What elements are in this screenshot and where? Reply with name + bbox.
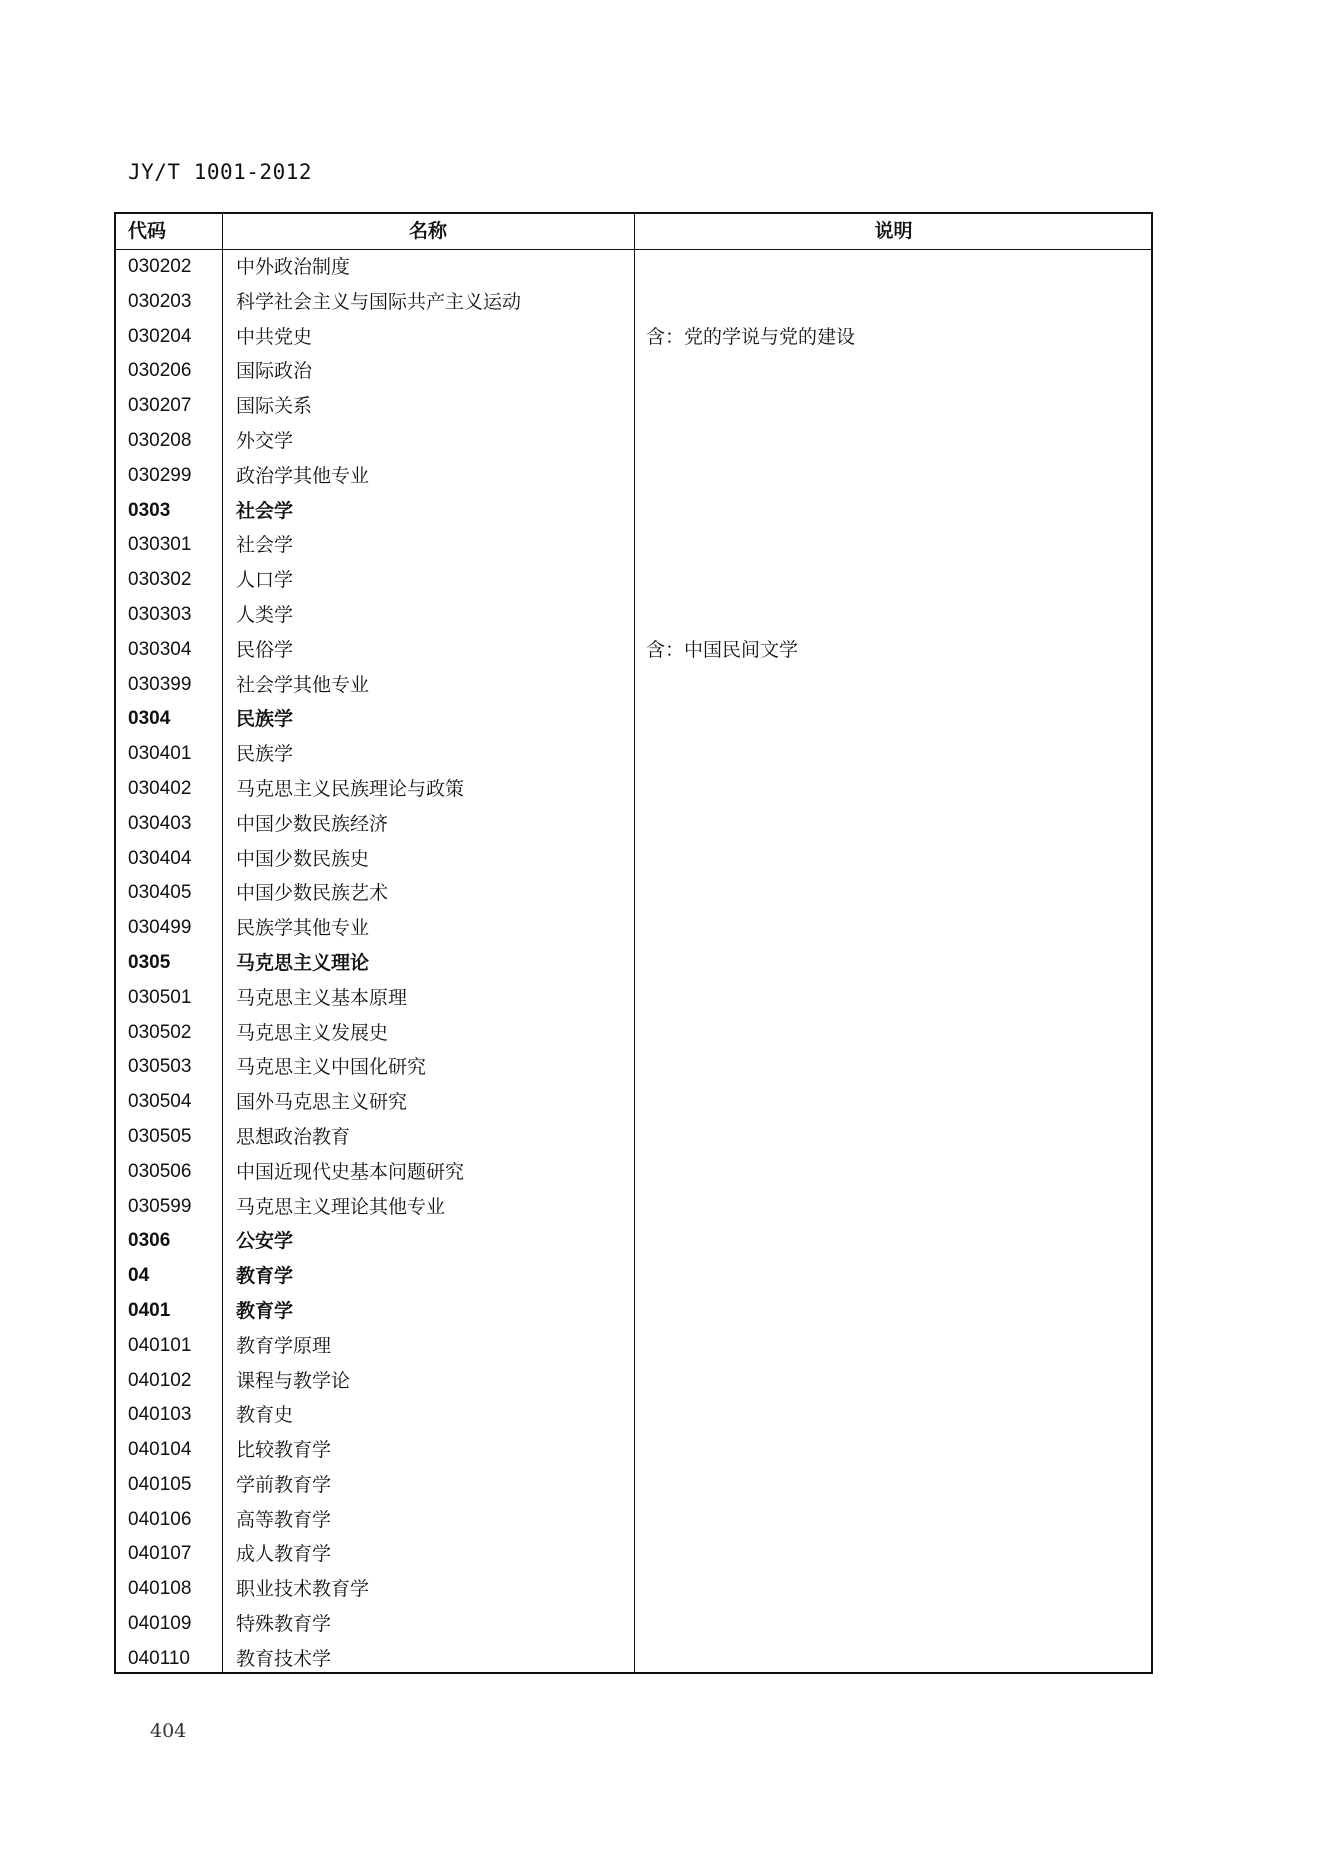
table-row — [116, 494, 1151, 529]
table-row — [116, 1433, 1151, 1468]
row-code: 0303 — [128, 499, 171, 521]
row-name: 国际政治 — [236, 360, 313, 383]
row-code: 030399 — [128, 673, 192, 695]
table-row — [116, 563, 1151, 598]
row-code: 030599 — [128, 1195, 192, 1217]
row-name: 马克思主义民族理论与政策 — [236, 777, 465, 800]
page-number: 404 — [150, 1720, 187, 1742]
row-code: 0401 — [128, 1299, 171, 1321]
row-name: 马克思主义理论其他专业 — [236, 1195, 446, 1218]
row-code: 030304 — [128, 638, 192, 660]
row-name: 马克思主义中国化研究 — [236, 1056, 427, 1079]
row-code: 030505 — [128, 1125, 192, 1147]
table-row — [116, 1398, 1151, 1433]
row-code: 030206 — [128, 360, 192, 382]
table-row — [116, 1224, 1151, 1259]
row-name: 社会学 — [236, 534, 294, 557]
table-row — [116, 1294, 1151, 1329]
table-row — [116, 702, 1151, 737]
row-name: 社会学其他专业 — [236, 673, 370, 696]
row-code: 04 — [128, 1265, 150, 1287]
table-row — [116, 668, 1151, 703]
table-row — [116, 1016, 1151, 1051]
row-code: 030403 — [128, 812, 192, 834]
row-code: 030303 — [128, 603, 192, 625]
row-code: 040101 — [128, 1334, 192, 1356]
table-row — [116, 772, 1151, 807]
row-name: 民俗学 — [236, 638, 294, 661]
row-name: 中外政治制度 — [236, 256, 351, 278]
row-code: 030405 — [128, 882, 192, 904]
row-name: 外交学 — [236, 429, 294, 452]
row-code: 0305 — [128, 951, 171, 973]
table-header — [116, 214, 1151, 250]
header-name: 名称 — [408, 220, 447, 242]
row-name: 民族学其他专业 — [236, 917, 370, 940]
table-row — [116, 250, 1151, 285]
row-name: 民族学 — [236, 743, 294, 766]
row-name: 成人教育学 — [236, 1543, 332, 1566]
row-code: 040104 — [128, 1439, 192, 1461]
table-row — [116, 1190, 1151, 1225]
row-code: 030202 — [128, 256, 192, 277]
row-code: 030402 — [128, 777, 192, 799]
table-body — [116, 250, 1151, 1677]
row-code: 030401 — [128, 743, 192, 765]
row-code: 030502 — [128, 1021, 192, 1043]
table-row — [116, 1050, 1151, 1085]
row-name: 科学社会主义与国际共产主义运动 — [236, 290, 522, 313]
row-code: 030208 — [128, 429, 192, 451]
row-name: 马克思主义发展史 — [236, 1021, 389, 1044]
row-name: 中国少数民族经济 — [236, 812, 389, 835]
row-name: 中国少数民族史 — [236, 847, 370, 870]
table-row — [116, 633, 1151, 668]
discipline-table — [114, 212, 1153, 1674]
table-row — [116, 424, 1151, 459]
row-name: 社会学 — [236, 499, 294, 522]
row-name: 课程与教学论 — [236, 1369, 351, 1392]
row-name: 比较教育学 — [236, 1439, 332, 1462]
table-row — [116, 285, 1151, 320]
table-row — [116, 1364, 1151, 1399]
table-row — [116, 1642, 1151, 1677]
row-name: 马克思主义基本原理 — [236, 986, 408, 1009]
table-row — [116, 1155, 1151, 1190]
row-code: 030207 — [128, 395, 192, 417]
table-row — [116, 807, 1151, 842]
row-code: 040109 — [128, 1613, 192, 1635]
table-row — [116, 981, 1151, 1016]
row-code: 040108 — [128, 1578, 192, 1600]
row-name: 中国少数民族艺术 — [236, 882, 389, 905]
row-code: 040102 — [128, 1369, 192, 1391]
table-row — [116, 911, 1151, 946]
row-name: 马克思主义理论 — [236, 951, 370, 974]
header-code: 代码 — [128, 220, 167, 242]
row-name: 高等教育学 — [236, 1508, 332, 1531]
row-name: 教育学 — [236, 1299, 294, 1322]
row-code: 040103 — [128, 1404, 192, 1426]
row-name: 教育学原理 — [236, 1334, 332, 1357]
table-row — [116, 1259, 1151, 1294]
table-row — [116, 876, 1151, 911]
table-row — [116, 1329, 1151, 1364]
row-code: 030499 — [128, 917, 192, 939]
table-row — [116, 1085, 1151, 1120]
table-row — [116, 528, 1151, 563]
row-code: 040105 — [128, 1473, 192, 1495]
row-note: 含：党的学说与党的建设 — [646, 325, 856, 348]
row-code: 040106 — [128, 1508, 192, 1530]
row-code: 0306 — [128, 1230, 171, 1252]
row-name: 学前教育学 — [236, 1473, 332, 1496]
row-code: 030299 — [128, 464, 192, 486]
table-row — [116, 598, 1151, 633]
row-code: 030301 — [128, 534, 192, 556]
row-code: 030506 — [128, 1160, 192, 1182]
header-note: 说明 — [874, 220, 913, 242]
table-row — [116, 1537, 1151, 1572]
row-name: 人类学 — [236, 603, 294, 626]
table-row — [116, 737, 1151, 772]
row-code: 030503 — [128, 1056, 192, 1078]
table-row — [116, 1607, 1151, 1642]
table-row — [116, 459, 1151, 494]
row-name: 民族学 — [236, 708, 294, 731]
row-name: 公安学 — [236, 1230, 294, 1253]
row-code: 030504 — [128, 1091, 192, 1113]
table-row — [116, 1572, 1151, 1607]
row-code: 030302 — [128, 569, 192, 591]
table-row — [116, 389, 1151, 424]
standard-id: JY/T 1001-2012 — [128, 160, 313, 184]
row-code: 030404 — [128, 847, 192, 869]
row-code: 030501 — [128, 986, 192, 1008]
row-name: 教育技术学 — [236, 1647, 332, 1670]
table-row — [116, 946, 1151, 981]
row-name: 中国近现代史基本问题研究 — [236, 1160, 465, 1183]
row-name: 人口学 — [236, 569, 294, 592]
row-name: 国外马克思主义研究 — [236, 1091, 408, 1114]
row-name: 中共党史 — [236, 325, 313, 348]
table-row — [116, 842, 1151, 877]
row-code: 030203 — [128, 290, 192, 312]
table-row — [116, 1468, 1151, 1503]
row-name: 国际关系 — [236, 395, 313, 418]
table-row — [116, 1503, 1151, 1538]
table-row — [116, 354, 1151, 389]
row-code: 040107 — [128, 1543, 192, 1565]
row-name: 特殊教育学 — [236, 1613, 332, 1636]
row-code: 0304 — [128, 708, 171, 730]
row-name: 职业技术教育学 — [236, 1578, 370, 1601]
row-name: 思想政治教育 — [236, 1125, 351, 1148]
row-name: 教育学 — [236, 1265, 294, 1288]
table-row — [116, 1120, 1151, 1155]
table-row — [116, 320, 1151, 355]
row-name: 教育史 — [236, 1404, 294, 1427]
row-note: 含：中国民间文学 — [646, 638, 799, 661]
row-code: 040110 — [128, 1647, 190, 1669]
row-code: 030204 — [128, 325, 192, 347]
row-name: 政治学其他专业 — [236, 464, 370, 487]
